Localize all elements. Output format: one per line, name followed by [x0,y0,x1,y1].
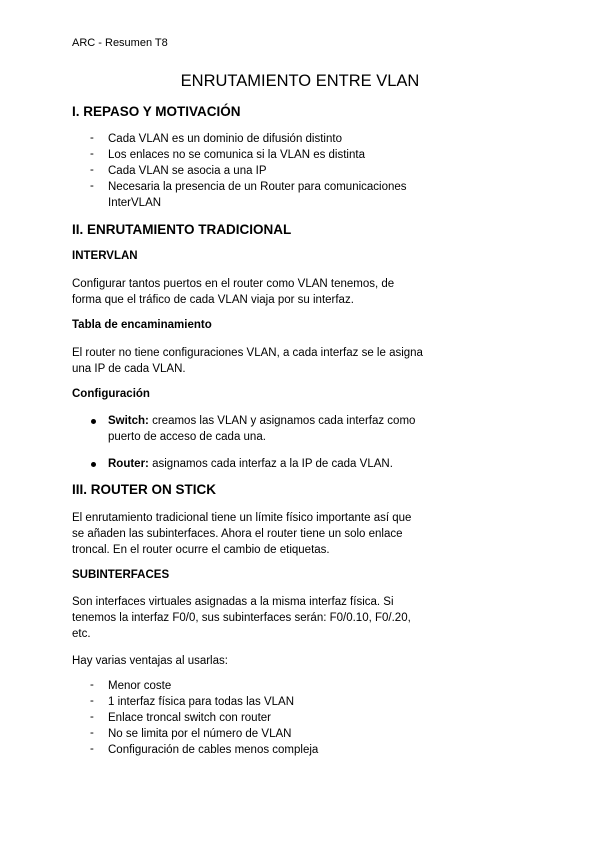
bullet-item-continuation: puerto de acceso de cada una. [108,431,266,443]
list-item: 1 interfaz física para todas las VLAN [108,696,295,708]
switch-label: Switch: [108,415,149,427]
list-item: Menor coste [108,680,172,692]
dash-marker: - [90,180,94,192]
subheading-subinterfaces: SUBINTERFACES [72,569,170,581]
dash-marker: - [90,148,94,160]
router-label: Router: [108,458,149,470]
paragraph-line: Configurar tantos puertos en el router como VLAN tenemos, de [72,278,395,290]
list-item: Necesaria la presencia de un Router para comunicaciones [108,181,407,193]
list-item: Cada VLAN se asocia a una IP [108,165,267,177]
bullet-item-switch [108,413,415,429]
dash-marker: - [90,164,94,176]
list-item-continuation: InterVLAN [108,197,162,209]
list-item: Cada VLAN es un dominio de difusión distinto [108,133,342,145]
subheading-intervlan: INTERVLAN [72,250,138,262]
bullet-item-router [108,456,393,472]
paragraph-line: El router no tiene configuraciones VLAN, a cada interfaz se le asigna [72,347,423,359]
router-text: asignamos cada interfaz a la IP de cada VLAN. [152,458,393,470]
section-heading-router-on-stick: III. ROUTER ON STICK [72,482,217,497]
bullet-marker [91,419,96,424]
paragraph-intro: Hay varias ventajas al usarlas: [72,655,228,667]
dash-marker: - [90,727,94,739]
list-item: Enlace troncal switch con router [108,712,271,724]
switch-text: creamos las VLAN y asignamos cada interfaz como [152,415,416,427]
paragraph-line: etc. [72,628,91,640]
paragraph-line: troncal. En el router ocurre el cambio de etiquetas. [72,544,330,556]
subheading-configuracion: Configuración [72,388,150,400]
dash-marker: - [90,679,94,691]
section-heading-repaso: I. REPASO Y MOTIVACIÓN [72,104,241,119]
subheading-tabla: Tabla de encaminamiento [72,319,212,331]
list-item: Configuración de cables menos compleja [108,744,319,756]
paragraph-line: tenemos la interfaz F0/0, sus subinterfaces serán: F0/0.10, F0/.20, [72,612,411,624]
page-header: ARC - Resumen T8 [72,37,168,49]
paragraph-line: Son interfaces virtuales asignadas a la misma interfaz física. Si [72,596,394,608]
list-item: No se limita por el número de VLAN [108,728,292,740]
dash-marker: - [90,743,94,755]
section-heading-tradicional: II. ENRUTAMIENTO TRADICIONAL [72,222,292,237]
paragraph-line: forma que el tráfico de cada VLAN viaja por su interfaz. [72,294,354,306]
list-item: Los enlaces no se comunica si la VLAN es distinta [108,149,365,161]
paragraph-line: se añaden las subinterfaces. Ahora el router tiene un solo enlace [72,528,403,540]
document-title: ENRUTAMIENTO ENTRE VLAN [180,72,420,90]
paragraph-line: El enrutamiento tradicional tiene un límite físico importante así que [72,512,412,524]
dash-marker: - [90,695,94,707]
bullet-marker [91,462,96,467]
dash-marker: - [90,132,94,144]
paragraph-line: una IP de cada VLAN. [72,363,186,375]
dash-marker: - [90,711,94,723]
